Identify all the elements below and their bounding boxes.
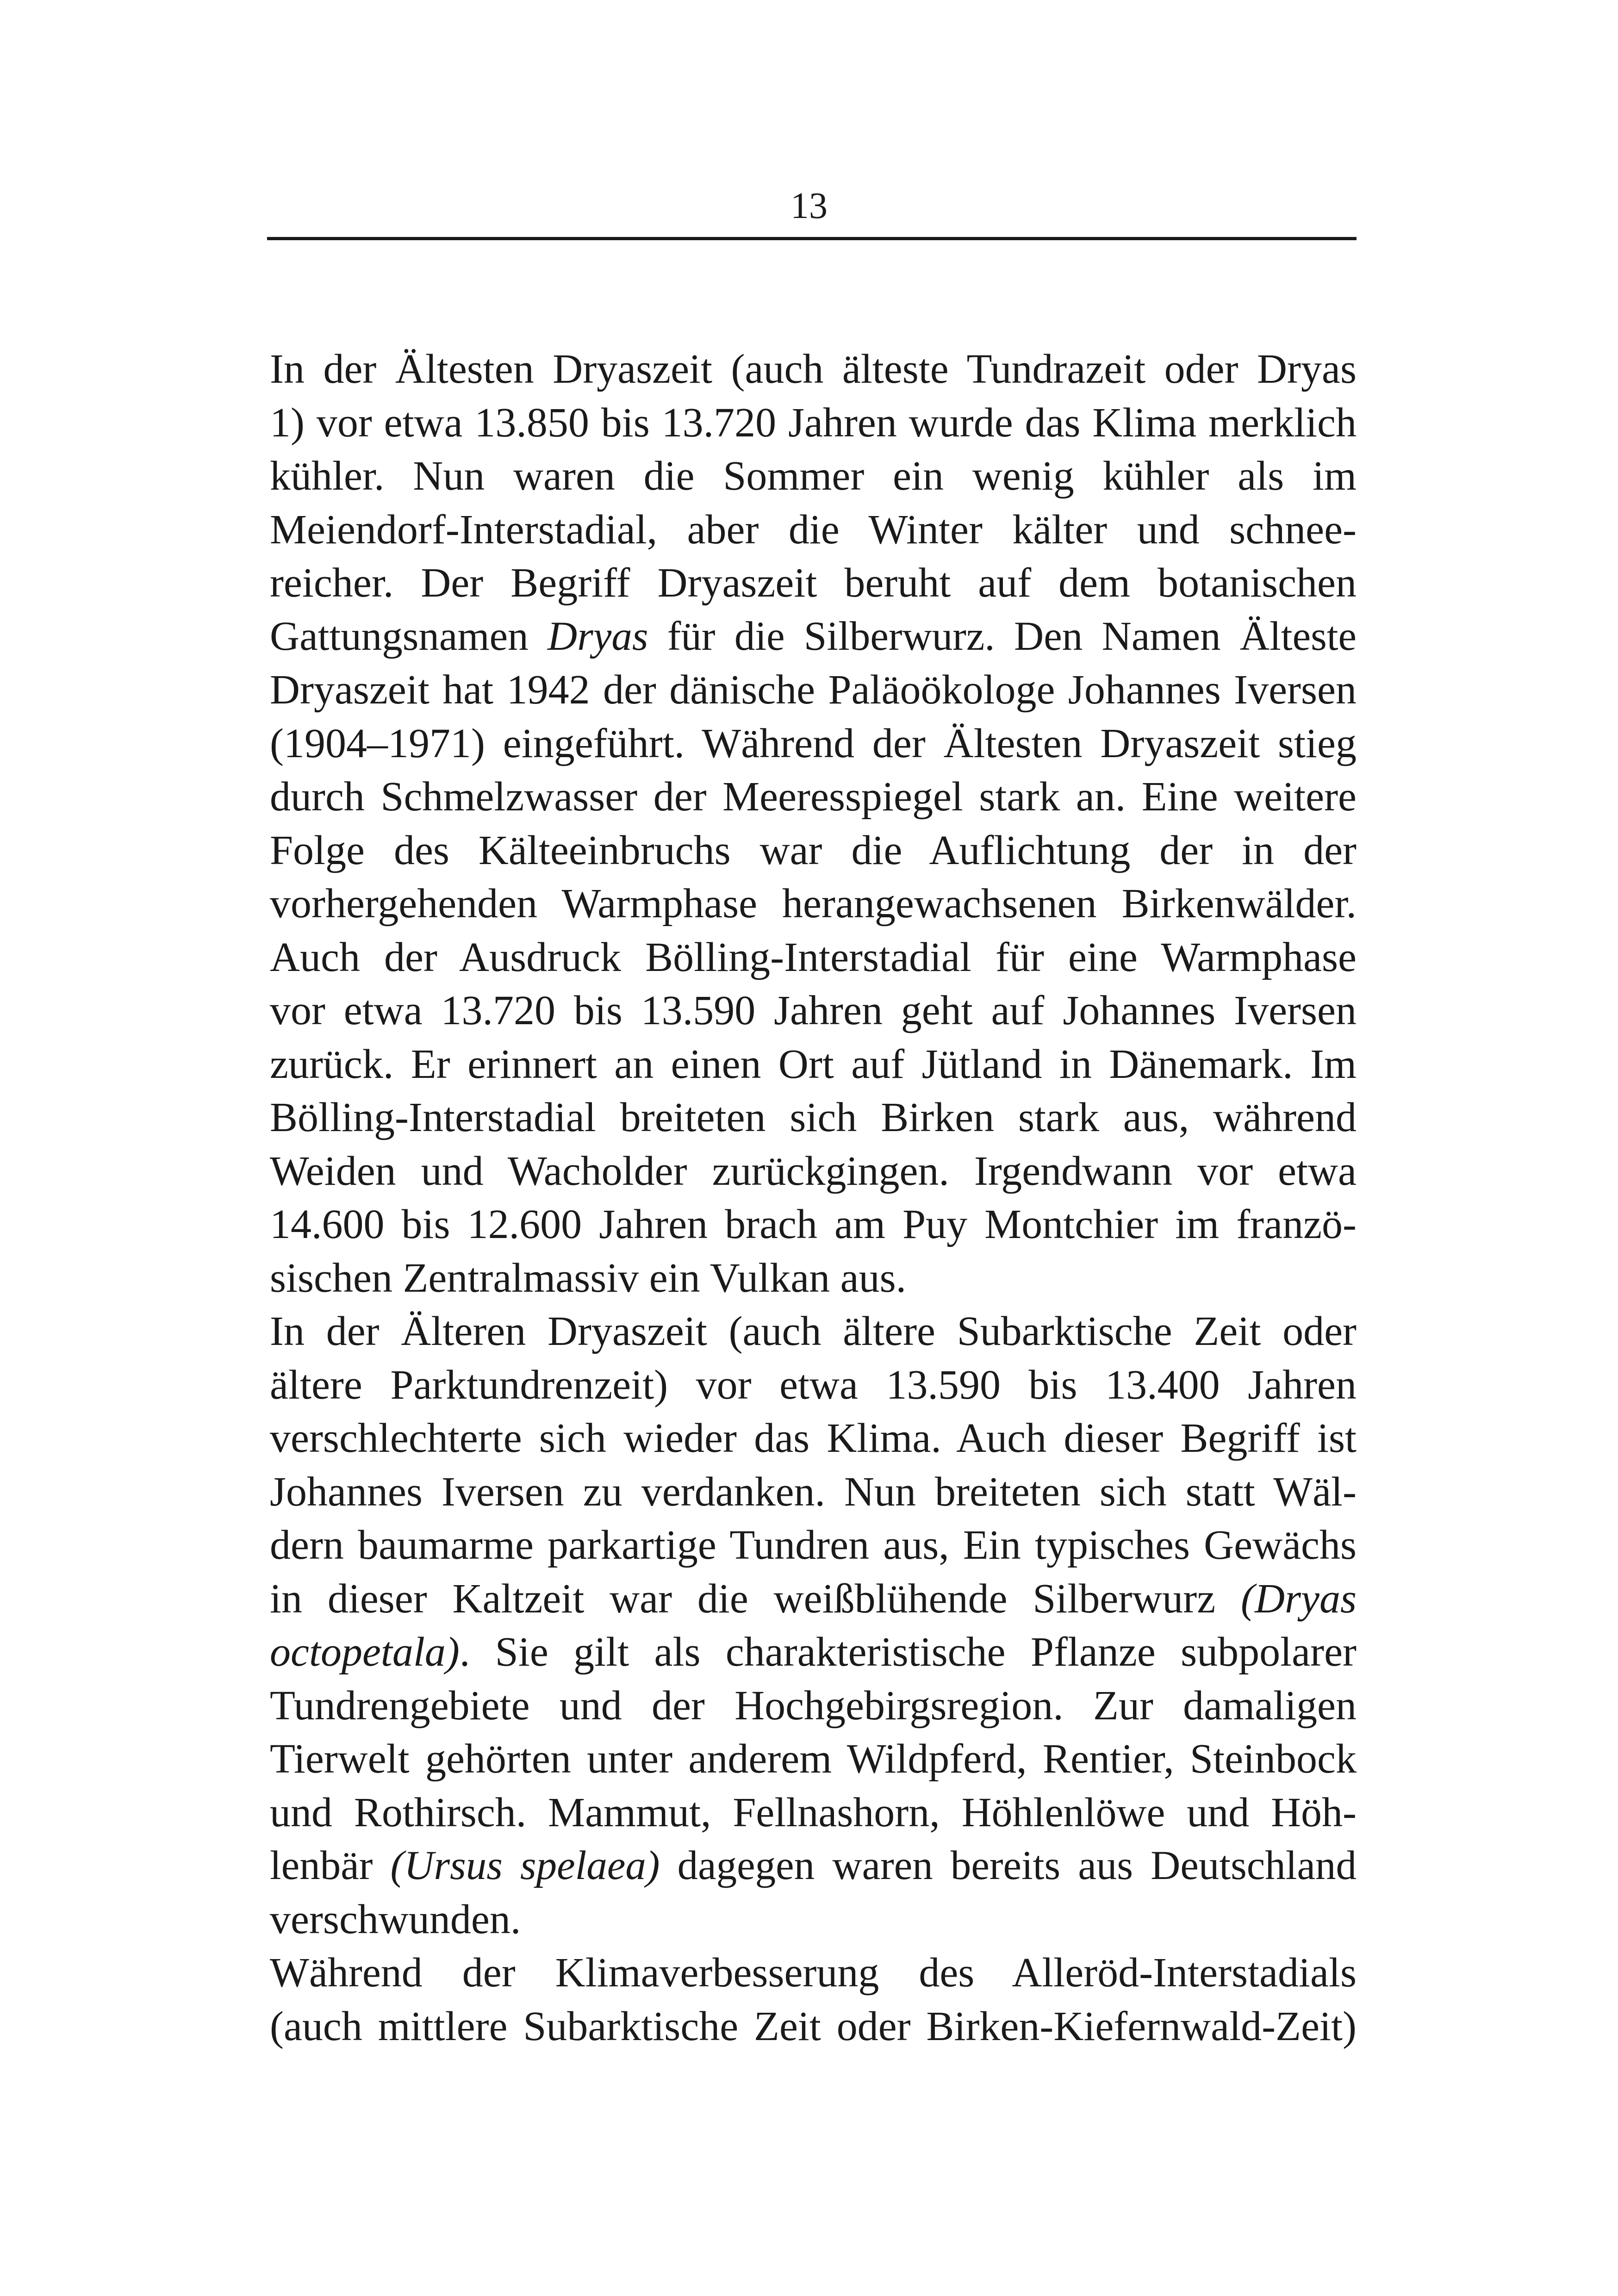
body-text xyxy=(270,342,1357,2053)
text-line: vorhergehenden Warmphase herangewachsenen Birkenwälder. xyxy=(270,881,1357,927)
text-line: Meiendorf-Interstadial, aber die Winter kälter und schnee- xyxy=(270,506,1357,553)
text-line: kühler. Nun waren die Sommer ein wenig kühler als im xyxy=(270,453,1357,499)
italic-term: Dryas xyxy=(547,613,648,659)
text-line: 1) vor etwa 13.850 bis 13.720 Jahren wurde das Klima merklich xyxy=(270,399,1357,446)
text-line: reicher. Der Begriff Dryaszeit beruht auf dem botanischen xyxy=(270,560,1357,606)
text-line: (1904–1971) eingeführt. Während der Ältesten Dryaszeit stieg xyxy=(270,720,1357,766)
text-line: dern baumarme parkartige Tundren aus, Ein typisches Gewächs xyxy=(270,1522,1357,1568)
text-line: und Rothirsch. Mammut, Fellnashorn, Höhlenlöwe und Höh- xyxy=(270,1789,1357,1836)
italic-term: (Ursus spelaea) xyxy=(390,1843,660,1888)
text-line: ältere Parktundrenzeit) vor etwa 13.590 bis 13.400 Jahren xyxy=(270,1362,1357,1408)
italic-term: (Dryas xyxy=(1241,1575,1357,1622)
text-line: In der Älteren Dryaszeit (auch ältere Subarktische Zeit oder xyxy=(270,1308,1357,1354)
text-line: verschlechterte sich wieder das Klima. Auch dieser Begriff ist xyxy=(270,1415,1357,1461)
text-line: vor etwa 13.720 bis 13.590 Jahren geht auf Johannes Iversen xyxy=(270,988,1357,1033)
text-line: zurück. Er erinnert an einen Ort auf Jütland in Dänemark. Im xyxy=(270,1041,1357,1087)
text-line: Bölling-Interstadial breiteten sich Birken stark aus, während xyxy=(270,1095,1357,1140)
italic-term: octopetala) xyxy=(270,1629,460,1675)
text-line: octopetala). Sie gilt als charakteristische Pflanze subpolarer xyxy=(270,1629,1357,1675)
text-line: Folge des Kälteeinbruchs war die Auflichtung der in der xyxy=(270,827,1357,873)
text-line: Tundrengebiete und der Hochgebirgsregion. Zur damaligen xyxy=(270,1682,1357,1729)
text-line: in dieser Kaltzeit war die weißblühende Silberwurz (Dryas xyxy=(270,1575,1357,1622)
text-line: Tierwelt gehörten unter anderem Wildpferd, Rentier, Steinbock xyxy=(270,1736,1357,1782)
text-line: (auch mittlere Subarktische Zeit oder Birken-Kiefernwald-Zeit) xyxy=(270,2003,1357,2049)
text-line: In der Ältesten Dryaszeit (auch älteste Tundrazeit oder Dryas xyxy=(270,346,1357,392)
header-rule xyxy=(267,237,1357,240)
text-line: Während der Klimaverbesserung des Alleröd-Interstadials xyxy=(270,1950,1357,1996)
page-number: 13 xyxy=(790,186,828,226)
text-line: Dryaszeit hat 1942 der dänische Paläoökologe Johannes Iversen xyxy=(270,667,1357,713)
text-line: durch Schmelzwasser der Meeresspiegel stark an. Eine weitere xyxy=(270,774,1357,820)
text-line: Weiden und Wacholder zurückgingen. Irgendwann vor etwa xyxy=(270,1148,1357,1194)
text-line: sischen Zentralmassiv ein Vulkan aus. xyxy=(270,1255,907,1301)
text-line: lenbär (Ursus spelaea) dagegen waren bereits aus Deutschland xyxy=(270,1843,1357,1888)
text-line: 14.600 bis 12.600 Jahren brach am Puy Montchier im franzö- xyxy=(270,1201,1357,1247)
text-line: Auch der Ausdruck Bölling-Interstadial für eine Warmphase xyxy=(270,934,1357,980)
text-line: Gattungsnamen Dryas für die Silberwurz. Den Namen Älteste xyxy=(270,613,1357,659)
text-line: verschwunden. xyxy=(270,1896,521,1942)
text-line: Johannes Iversen zu verdanken. Nun breiteten sich statt Wäl- xyxy=(270,1468,1357,1515)
